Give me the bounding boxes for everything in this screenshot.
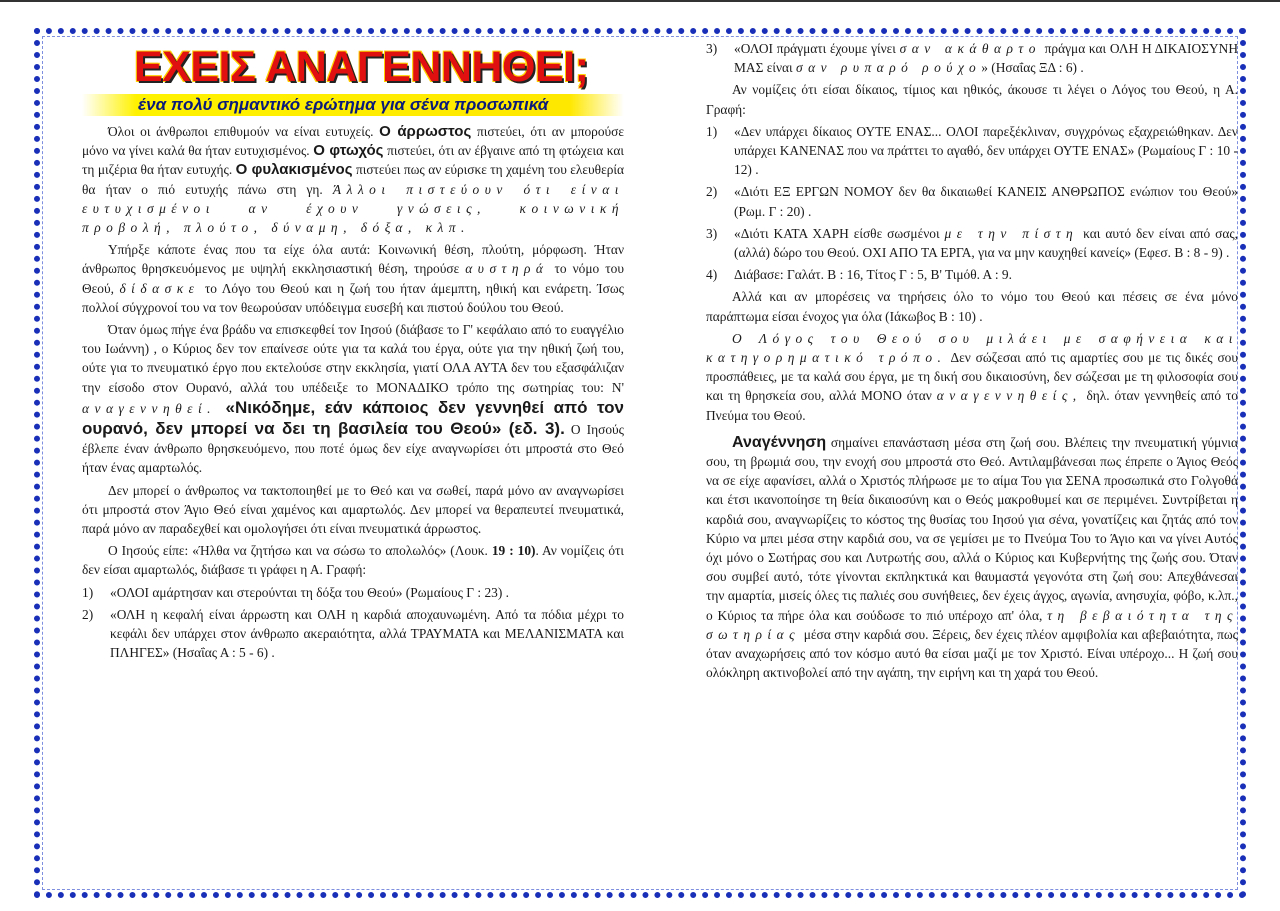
right-paragraph-3: Ο Λόγος του Θεού σου μιλάει με σαφήνεια και κατηγορηματικό τρόπο. Δεν σώζεσαι από τις αμαρτίες σου με τις δικές σου προσπάθειες, με τα καλά σου έργα, με τη δική σου δικαιοσύνη, δεν σώζεσαι με τη φιλοσοφία σου και τη θρησκεία σου, αλλά ΜΟΝΟ όταν αναγεννηθείς, δηλ. όταν γεννηθείς από το Πνεύμα του Θεού. — [706, 330, 1238, 423]
right-paragraph-2: Αλλά και αν μπορέσεις να τηρήσεις όλο το νόμο του Θεού και πέσεις σε ένα μόνο παράπτωμα είσαι ένοχος για όλα (Ιάκωβος Β : 10) . — [706, 289, 1238, 324]
headline: ΕΧΕΙΣ ΑΝΑΓΕΝΝΗΘΕΙ; — [134, 43, 589, 91]
left-paragraph-5: Ο Ιησούς είπε: «Ήλθα να ζητήσω και να σώσω το απολωλός» (Λουκ. 19 : 10). Αν νομίζεις ότι δεν είσαι αμαρτωλός, διάβασε τι γράφει η Α. Γραφή: — [82, 543, 624, 578]
left-paragraph-4: Δεν μπορεί ο άνθρωπος να τακτοποιηθεί με το Θεό και να σωθεί, παρά μόνο αν αναγνωρίσει ότι μπροστά στον Άγιο Θεό είναι χαμένος και αμαρτωλός. Δεν μπορεί να θεραπευτεί πνευματικά, παρά μόνο αν παραδεχθεί και ομολογήσει ότι είναι πνευματικά άρρωστος. — [82, 482, 624, 537]
left-paragraph-2: Υπήρξε κάποτε ένας που τα είχε όλα αυτά: Κοινωνική θέση, πλούτη, μόρφωση. Ήταν άνθρωπος θρησκευόμενος με υψηλή εκκλησιαστική θέση, τηρούσε αυστηρά το νόμο του Θεού, δίδασκε το Λόγο του Θεού και η ζωή του ήταν άμεμπτη, ηθική και ενάρετη. Ίσως πολλοί σύγχρονοί του να τον θεωρούσαν υπόδειγμα ευσεβή και πιστού δούλου του Θεού. — [82, 242, 625, 315]
subheadline: ένα πολύ σημαντικό ερώτημα για σένα προσωπικά — [82, 94, 624, 116]
left-paragraph-1: Όλοι οι άνθρωποι επιθυμούν να είναι ευτυχείς. Ο άρρωστος πιστεύει, ότι αν μπορούσε μόνο να γίνει καλά θα ήταν ευτυχισμένος. Ο φτωχός πιστεύει, ότι αν έβγαινε από τη φτώχεια και τη μιζέρια θα ήταν ευτυχής. Ο φυλακισμένος πιστεύει πως αν εύρισκε τη χαμένη του ελευθερία θα ήταν ο πιό ευτυχής πάνω στη γη. Άλλοι πιστεύουν ότι είναι ευτυχισμένοι αν έχουν γνώσεις, κοινωνική προβολή, πλούτο, δύναμη, δόξα, κλπ. — [82, 123, 625, 236]
right-paragraph-1: Αν νομίζεις ότι είσαι δίκαιος, τίμιος και ηθικός, άκουσε τι λέγει ο Λόγος του Θεού, η Α. Γραφή: — [706, 82, 1238, 117]
page-border — [34, 28, 1246, 898]
left-paragraph-3: Όταν όμως πήγε ένα βράδυ να επισκεφθεί τον Ιησού (διάβασε το Γ' κεφάλαιο από το ευαγγέλιο του Ιωάννη) , ο Κύριος δεν τον επαίνεσε ούτε για τα καλά του έργα, ούτε για την ηθική ζωή του, ούτε για το πνευματικό έργο που εκτελούσε στην εκκλησία, γιατί ΟΛΑ ΑΥΤΑ δεν του εξασφάλιζαν την είσοδο στον Ουρανό, αλλά του υπέδειξε το ΜΟΝΑΔΙΚΟ τρόπο της σωτηρίας του: Ν' αναγεννηθεί. «Νικόδημε, εάν κάποιος δεν γεννηθεί από τον ουρανό, δεν μπορεί να δει τη βασιλεία του Θεού» (εδ. 3). Ο Ιησούς έβλεπε έναν άνθρωπο θρησκευόμενο, που ποτέ όμως δεν είχε αναγνωρίσει ότι μπροστά στο Θεό ήταν ένας αμαρτωλός. — [82, 322, 624, 476]
right-column — [706, 39, 1238, 686]
left-column — [82, 42, 624, 665]
right-paragraph-4: Αναγέννηση σημαίνει επανάσταση μέσα στη ζωή σου. Βλέπεις την πνευματική γύμνια σου, τη βρωμιά σου, την ενοχή σου μπροστά στο Θεό. Αντιλαμβάνεσαι πως έπρεπε ο Άγιος Θεός να σε είχε αφανίσει, αλλά ο Χριστός πλήρωσε με το αίμα Του για ΣΕΝΑ προσωπικά στο Γολγοθά και έτσι ικανοποίησε τη θεία δικαιοσύνη και ο Θεός μακροθυμεί και σε περιμένει. Συντρίβεται η καρδιά σου, αναγνωρίζεις το κόστος της θυσίας του Ιησού για σένα, γονατίζεις και ζητάς από τον Κύριο να μπει μέσα στην καρδιά σου, να σε γεμίσει με το Πνεύμα Του το Άγιο και να γίνει Αυτός όχι μόνο ο Σωτήρας σου και Λυτρωτής σου, αλλά ο Κύριος και Κυβερνήτης της ζωής σου. Όταν σου συμβεί αυτό, τότε γίνονται εκπληκτικά και θαυμαστά γεγονότα στη ζωή σου: Απεχθάνεσαι την αμαρτία, μισείς όλες τις παλιές σου συνήθειες, δεν έχεις άγχος, αγωνία, ανησυχία, φόβο, κ.λπ., ο Κύριος τα πήρε όλα και σούδωσε το πιό υπέροχο απ' όλα, τη βεβαιότητα της σωτηρίας μέσα στην καρδιά σου. Ξέρεις, δεν έχεις πλέον αμφιβολία και αβεβαιότητα, πως όταν αναχωρήσεις από τον κόσμο αυτό θα είσαι μαζί με τον Χριστό. Είναι υπέροχο... Η ζωή σου ολόκληρη ακτινοβολεί από την αγάπη, την ειρήνη και τη χαρά του Θεού. — [706, 433, 1238, 681]
right-list-item-3-top: 3) «ΟΛΟΙ πράγματι έχουμε γίνει σαν ακάθαρτο πράγμα και ΟΛΗ Η ΔΙΚΑΙΟΣΥΝΗ ΜΑΣ είναι σαν ρυπαρό ρούχο» (Ησαΐας ΞΔ : 6) . — [706, 41, 1238, 76]
right-list-item: 2) «Διότι ΕΞ ΕΡΓΩΝ ΝΟΜΟΥ δεν θα δικαιωθεί ΚΑΝΕΙΣ ΑΝΘΡΩΠΟΣ ενώπιον του Θεού» (Ρωμ. Γ : 20) . — [706, 184, 1238, 219]
left-list-item: 2) «ΟΛΗ η κεφαλή είναι άρρωστη και ΟΛΗ η καρδιά αποχαυνωμένη. Από τα πόδια μέχρι το κεφάλι δεν υπάρχει στον άνθρωπο ακεραιότητα, αλλά ΤΡΑΥΜΑΤΑ και ΜΕΛΑΝΙΣΜΑΤΑ και ΠΛΗΓΕΣ» (Ησαΐας Α : 5 - 6) . — [82, 606, 624, 661]
right-list-item: 3) «Διότι ΚΑΤΑ ΧΑΡΗ είσθε σωσμένοι με την πίστη και αυτό δεν είναι από σας, (αλλά) δώρο του Θεού. ΟΧΙ ΑΠΟ ΤΑ ΕΡΓΑ, για να μην καυχηθεί κανείς» (Εφεσ. Β : 8 - 9) . — [706, 225, 1239, 261]
right-list-item: 1) «Δεν υπάρχει δίκαιος ΟΥΤΕ ΕΝΑΣ... ΟΛΟΙ παρεξέκλιναν, συγχρόνως εξαχρειώθηκαν. Δεν υπάρχει ΚΑΝΕΝΑΣ που να πράττει το αγαθό, δεν υπάρχει ΟΥΤΕ ΕΝΑΣ» (Ρωμαίους Γ : 10 - 12) . — [706, 123, 1238, 178]
right-list-item: 4) Διάβασε: Γαλάτ. Β : 16, Τίτος Γ : 5, Β' Τιμόθ. Α : 9. — [706, 267, 1012, 283]
left-list-item: 1) «ΟΛΟΙ αμάρτησαν και στερούνται τη δόξα του Θεού» (Ρωμαίους Γ : 23) . — [82, 584, 509, 600]
top-edge-line — [0, 0, 1280, 2]
